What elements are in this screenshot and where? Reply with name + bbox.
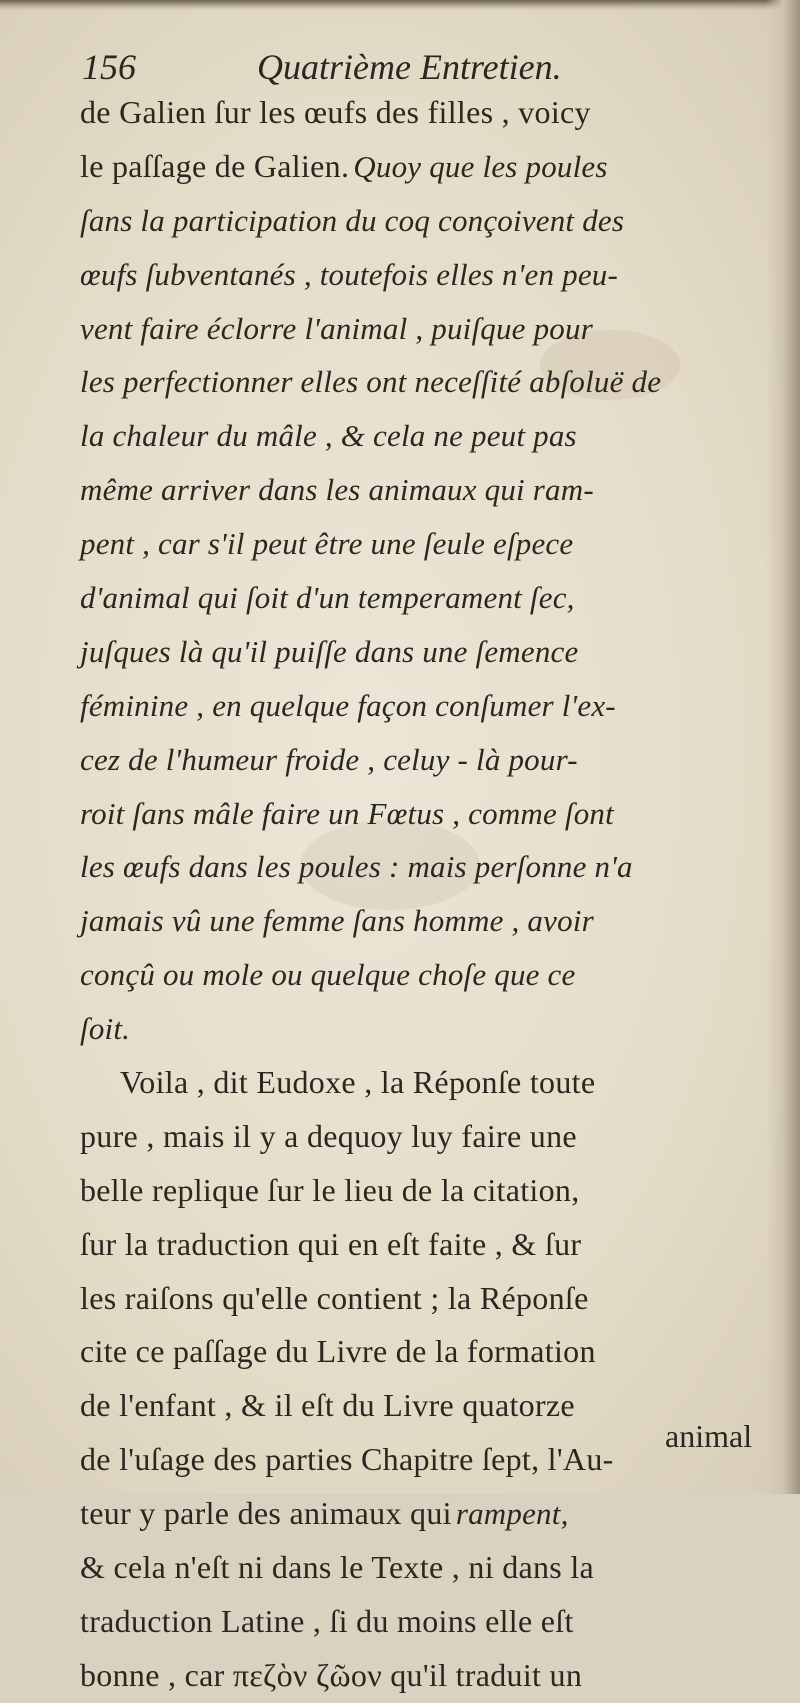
text-line: & cela n'eſt ni dans le Texte , ni dans la [80, 1549, 595, 1586]
quote-line: pent , car s'il peut être une ſeule eſpece [80, 526, 574, 562]
page-top-edge [0, 0, 800, 10]
text-line: belle replique ſur le lieu de la citation, [80, 1171, 580, 1208]
quote-line: les perfectionner elles ont neceſſité abſoluë de [80, 364, 662, 400]
text-line: bonne , car πεζὸν ζῶον qu'il traduit un [80, 1656, 583, 1693]
text-line: les raiſons qu'elle contient ; la Réponſe [80, 1279, 589, 1316]
text-line: traduction Latine , ſi du moins elle eſt [80, 1602, 574, 1639]
page-number: 156 [82, 47, 136, 87]
text-line: de l'uſage des parties Chapitre ſept, l'Au- [80, 1441, 614, 1478]
quote-line: conçû ou mole ou quelque choſe que ce [80, 957, 576, 993]
page-gutter-shadow [766, 0, 800, 1494]
running-header [82, 40, 722, 90]
running-title: Quatrième Entretien. [257, 47, 562, 87]
quote-line: féminine , en quelque façon conſumer l'ex- [80, 687, 616, 723]
text-line: ſur la traduction qui en eſt faite , & ſur [80, 1225, 582, 1262]
quote-line: les œufs dans les poules : mais perſonne n'a [80, 849, 633, 885]
quote-line: roit ſans mâle faire un Fœtus , comme ſont [80, 795, 614, 831]
quote-line: juſques là qu'il puiſſe dans une ſemence [80, 633, 579, 669]
text-line: de l'enfant , & il eſt du Livre quatorze [80, 1387, 575, 1424]
text-line: Voila , dit Eudoxe , la Réponſe toute [120, 1064, 596, 1101]
body-text [80, 86, 770, 1703]
italic-quote-start: Quoy que les poules [353, 148, 608, 184]
italic-word: rampent, [455, 1496, 569, 1532]
quote-line: d'animal qui ſoit d'un temperament ſec, [80, 580, 575, 616]
quote-line: ſans la participation du coq conçoivent des [80, 202, 625, 238]
quote-line: la chaleur du mâle , & cela ne peut pas [80, 418, 577, 454]
quote-line: cez de l'humeur froide , celuy - là pour- [80, 741, 578, 777]
text-line: de Galien ſur les œufs des filles , voicy [80, 94, 591, 130]
quote-line: jamais vû une femme ſans homme , avoir [80, 903, 594, 939]
quote-line: même arriver dans les animaux qui ram- [80, 472, 594, 508]
text-line: cite ce paſſage du Livre de la formation [80, 1333, 596, 1370]
text-line: teur y parle des animaux qui rampent, [80, 1495, 569, 1532]
text-line: pure , mais il y a dequoy luy faire une [80, 1117, 577, 1154]
quote-line: vent faire éclorre l'animal , puiſque pour [80, 310, 593, 346]
quote-line: ſoit. [80, 1011, 131, 1047]
catchword: animal [665, 1418, 753, 1454]
text-line: le paſſage de Galien. Quoy que les poules [80, 147, 608, 184]
quote-line: œufs ſubventanés , toutefois elles n'en peu- [80, 256, 619, 292]
